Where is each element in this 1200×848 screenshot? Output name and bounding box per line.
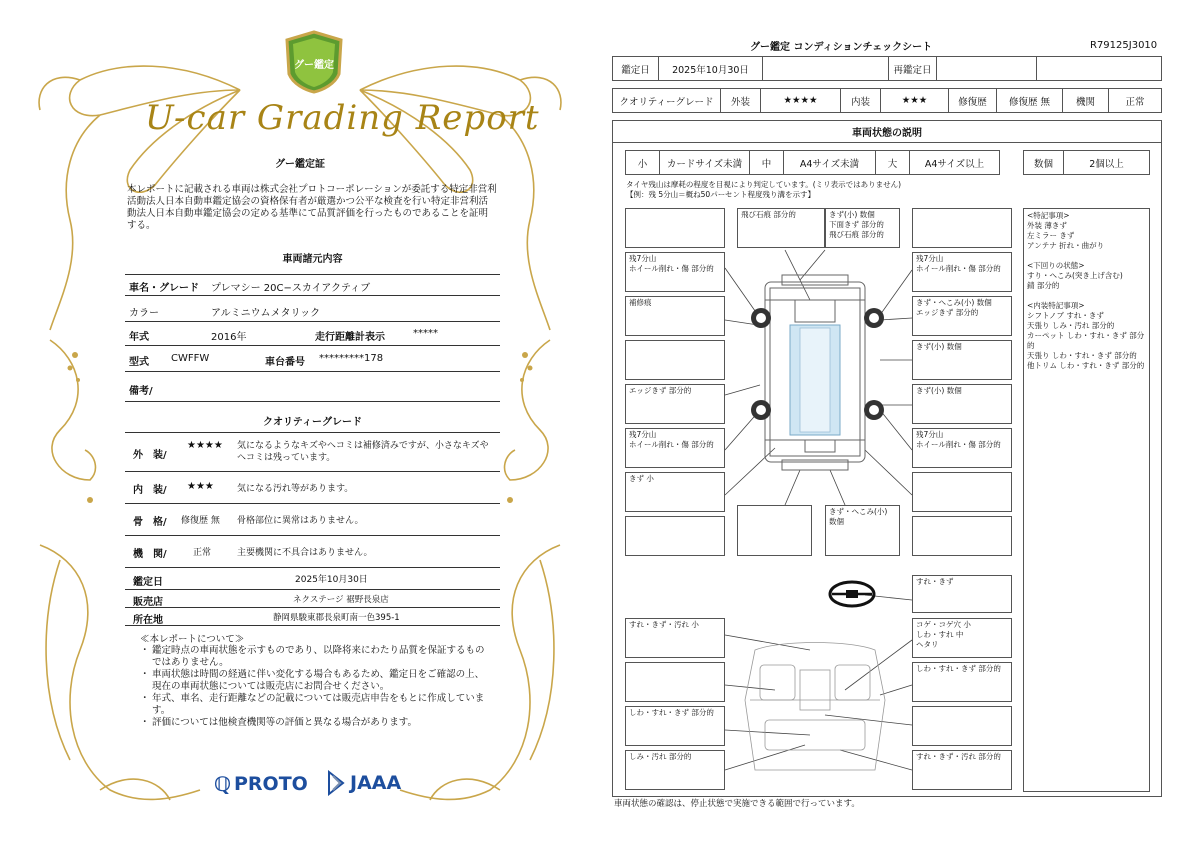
damage-box-front-right: [912, 208, 1012, 248]
quality-row-exterior: [125, 432, 500, 472]
damage-box-steering: すれ・きず: [912, 575, 1012, 613]
exterior-text: 気になるようなキズやヘコミは補修済みですが、小さなキズやヘコミは残っています。: [237, 441, 489, 463]
note-item: ・ 評価については他検査機関等の評価と異なる場合があります。: [140, 717, 490, 729]
jaaa-logo-text: JAAA: [350, 772, 402, 794]
damage-box-right-fender: きず・へこみ(小) 数個 エッジきず 部分的: [912, 296, 1012, 336]
spec-row-model: [125, 346, 500, 372]
size-small-desc: カードサイズ未満: [660, 151, 750, 174]
grade-interior-label: 内装: [841, 89, 881, 112]
damage-box-rear-left-bottom: [625, 516, 725, 556]
spec-row-color: [125, 298, 500, 322]
spec-row-year: [125, 322, 500, 346]
tire-note-1: タイヤ残山は摩耗の程度を目視により判定しています。(ミリ表示ではありません): [626, 180, 902, 189]
chassis-label: 車台番号: [265, 357, 305, 368]
certificate-body: 本レポートに記載される車両は株式会社プロトコーポレーションが委託する特定非営利活動法人日本自動車鑑定協会の資格保有者が厳選かつ公平な検査を行い特定非営利活動法人日本自動車鑑定協会の定める基準にて品質評価を行ったものであることを証明する。: [127, 184, 497, 231]
name-label: 車名・グレード: [129, 283, 199, 294]
spec-section-title: 車両諸元内容: [282, 254, 343, 265]
damage-box-front-left-tire: 残7分山 ホイール削れ・傷 部分的: [625, 252, 725, 292]
steering-wheel-icon: [830, 582, 874, 606]
damage-box-rear-right: [912, 472, 1012, 512]
appraisal-date-label: 鑑定日: [133, 577, 163, 588]
appraisal-date-row: [125, 568, 500, 590]
note-item: ・ 鑑定時点の車両状態を示すものであり、以降将来にわたり品質を保証するものではありません。: [140, 645, 490, 669]
quality-row-interior: [125, 472, 500, 504]
quality-section-title: クオリティーグレード: [263, 417, 362, 428]
damage-box-rear-right-bottom: [912, 516, 1012, 556]
damage-box-rear-trim: すれ・きず・汚れ 部分的: [912, 750, 1012, 790]
badge-text: グー鑑定: [294, 60, 334, 71]
damage-box-rear-floor: しみ・汚れ 部分的: [625, 750, 725, 790]
damage-box-rear-seat-left: しわ・すれ・きず 部分的: [625, 706, 725, 746]
spec-row-name: [125, 274, 500, 296]
grade-repair-value: 修復歴 無: [997, 89, 1063, 112]
note-item: ・ 年式、車名、走行距離などの記載については販売店申告をもとに作成しています。: [140, 693, 490, 717]
size-small-label: 小: [626, 151, 660, 174]
color-label: カラー: [129, 308, 159, 319]
spec-row-remarks: [125, 372, 500, 402]
grade-exterior-label: 外装: [721, 89, 761, 112]
grade-engine-value: 正常: [1125, 96, 1145, 108]
date-value: 2025年10月30日: [659, 57, 763, 80]
damage-box-right-door-rear: きず(小) 数個: [912, 384, 1012, 424]
condition-title: 車両状態の説明: [613, 121, 1161, 143]
model-label: 型式: [129, 357, 149, 368]
certificate-title: グー鑑定証: [275, 159, 325, 170]
year-label: 年式: [129, 332, 149, 343]
damage-box-driver-seat: コゲ・コゲ穴 小 しわ・すれ 中 ヘタリ: [912, 618, 1012, 658]
interior-text: 気になる汚れ等があります。: [237, 484, 354, 494]
grade-exterior-stars: ★★★★: [761, 89, 841, 112]
size-large-desc: A4サイズ以上: [924, 158, 985, 170]
damage-box-left-door-rear: エッジきず 部分的: [625, 384, 725, 424]
frame-value: 修復歴 無: [181, 516, 220, 526]
damage-box-front-left: [625, 208, 725, 248]
exterior-stars: ★★★★: [187, 440, 223, 451]
damage-box-rear-left: きず 小: [625, 472, 725, 512]
date-label: 鑑定日: [613, 57, 659, 80]
grade-label: クオリティーグレード: [613, 89, 721, 112]
count-label: 数個: [1024, 151, 1064, 174]
count-value: 2個以上: [1089, 158, 1124, 170]
grade-repair-label: 修復歴: [949, 89, 997, 112]
name-value: プレマシー 20C−スカイアクティブ: [211, 283, 371, 294]
damage-box-front-bumper: 飛び石痕 部分的: [737, 208, 825, 248]
size-mid-label: 中: [750, 151, 784, 174]
note-item: ・ 車両状態は時間の経過に伴い変化する場合もあるため、鑑定日をご確認の上、現在の車両状態については販売店にお問合せください。: [140, 669, 490, 693]
grade-interior-stars: ★★★: [881, 89, 949, 112]
report-title: U-car Grading Report: [145, 98, 540, 138]
color-value: アルミニウムメタリック: [211, 308, 321, 319]
damage-box-rear-bumper: [737, 505, 812, 556]
special-notes: <特記事項> 外装 薄きず 左ミラー きず アンテナ 折れ・曲がり <下回りの状態> すり・へこみ(突き上げ含む) 錆 部分的 <内装特記事項> シフトノブ すれ・きず 天張り しみ・汚れ 部分的 カーペット しわ・すれ・きず 部分的 天張り しわ・すれ・きず 部分的 他トリム しわ・すれ・きず 部分的: [1023, 208, 1150, 792]
model-value: CWFFW: [171, 353, 210, 364]
odometer-label: 走行距離計表示: [315, 332, 385, 343]
tire-note-2: 【例：残 5分山＝概ね50パーセント程度残り溝を示す】: [626, 190, 816, 199]
dealer-value: ネクステージ 裾野長泉店: [293, 595, 389, 605]
footer-note: 車両状態の確認は、停止状態で実施できる範囲で行っています。: [614, 799, 860, 809]
size-mid-desc: A4サイズ未満: [784, 151, 876, 174]
proto-logo-text: PROTO: [234, 773, 308, 795]
dealer-row: [125, 590, 500, 608]
frame-text: 骨格部位に異常はありません。: [237, 516, 364, 526]
proto-logo: ℚ PROTO: [214, 772, 308, 796]
jaaa-emblem-icon: [326, 770, 346, 796]
engine-text: 主要機関に不具合はありません。: [237, 548, 373, 558]
address-value: 静岡県駿東郡長泉町南一色395-1: [273, 613, 400, 623]
damage-box-front-right-tire: 残7分山 ホイール削れ・傷 部分的: [912, 252, 1012, 292]
damage-box-rear-hatch: きず・へこみ(小) 数個: [825, 505, 900, 556]
size-large-label: 大: [876, 151, 910, 174]
notes-title: ≪本レポートについて≫: [140, 634, 245, 645]
condition-check-sheet: [600, 0, 1200, 848]
damage-box-center-console: しわ・すれ・きず 部分的: [912, 662, 1012, 702]
jaaa-logo: [326, 770, 416, 798]
interior-stars: ★★★: [187, 481, 214, 492]
car-interior-outline: [745, 643, 885, 771]
damage-box-rear-left-tire: 残7分山 ホイール削れ・傷 部分的: [625, 428, 725, 468]
damage-box-front-hood: きず(小) 数個 下面きず 部分的 飛び石痕 部分的: [825, 208, 900, 248]
address-row: [125, 608, 500, 626]
engine-value: 正常: [193, 548, 212, 558]
year-value: 2016年: [211, 332, 247, 343]
damage-box-left-fender: 補修痕: [625, 296, 725, 336]
interior-label: 内 装/: [133, 485, 167, 496]
remarks-label: 備考/: [129, 386, 153, 397]
grade-engine-label: 機関: [1063, 89, 1109, 112]
quality-row-frame: [125, 504, 500, 536]
damage-box-right-door-front: きず(小) 数個: [912, 340, 1012, 380]
address-label: 所在地: [133, 615, 163, 626]
notes-list: [140, 645, 490, 729]
sheet-code: R79125J3010: [1090, 40, 1158, 51]
quality-row-engine: [125, 536, 500, 568]
frame-label: 骨 格/: [133, 517, 167, 528]
reappraisal-label: 再鑑定日: [889, 57, 937, 80]
damage-box-left-door-front: [625, 340, 725, 380]
damage-box-rear-seat-right: [912, 706, 1012, 746]
engine-label: 機 関/: [133, 549, 167, 560]
appraisal-date-value: 2025年10月30日: [295, 575, 368, 585]
odometer-value: *****: [413, 328, 438, 339]
damage-box-passenger-seat: [625, 662, 725, 702]
sheet-title: グー鑑定 コンディションチェックシート: [750, 42, 933, 53]
dealer-label: 販売店: [133, 597, 163, 608]
damage-box-rear-right-tire: 残7分山 ホイール削れ・傷 部分的: [912, 428, 1012, 468]
damage-box-dashboard: すれ・きず・汚れ 小: [625, 618, 725, 658]
exterior-label: 外 装/: [133, 450, 167, 461]
goo-appraisal-badge: [283, 30, 345, 94]
chassis-value: *********178: [319, 353, 384, 364]
